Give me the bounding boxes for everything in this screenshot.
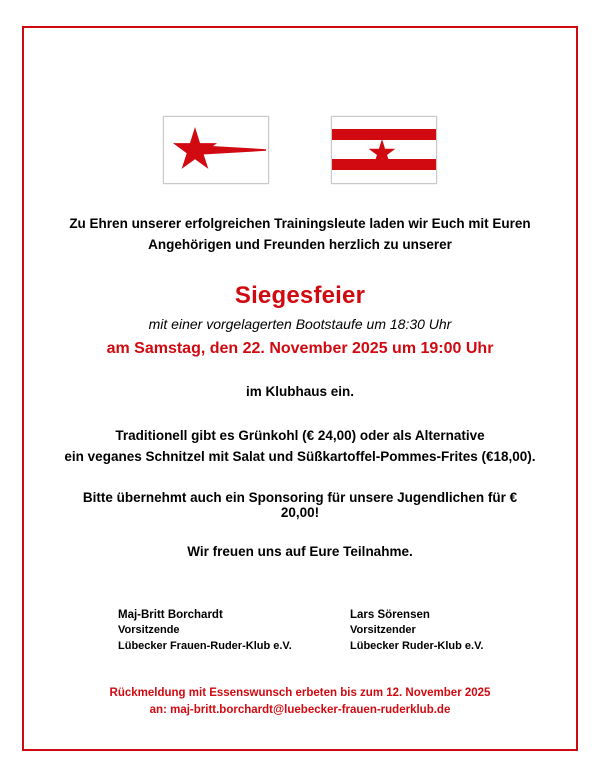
menu-line-1: Traditionell gibt es Grünkohl (€ 24,00) oder als Alternative (115, 427, 485, 443)
signer-club: Lübecker Frauen-Ruder-Klub e.V. (118, 639, 292, 652)
invitation-content (28, 30, 572, 741)
closing-note: Wir freuen uns auf Eure Teilnahme. (187, 544, 413, 560)
signer-name: Maj-Britt Borchardt (118, 609, 223, 622)
subtitle: mit einer vorgelagerten Bootstaufe um 18:30 Uhr (148, 315, 452, 332)
signature-block-left (118, 607, 298, 655)
signer-name: Lars Sörensen (350, 609, 430, 622)
menu-paragraph (62, 425, 538, 468)
rsvp-note (62, 685, 538, 720)
rsvp-line-2[interactable]: an: maj-britt.borchardt@luebecker-frauen-ruderklub.de (149, 703, 451, 716)
event-venue: im Klubhaus ein. (245, 383, 354, 399)
rsvp-line-1: Rückmeldung mit Essenswunsch erbeten bis zum 12. November 2025 (109, 686, 491, 699)
red-bands-flag-icon (331, 116, 437, 184)
signature-block-right (350, 607, 530, 655)
intro-line-1: Zu Ehren unserer erfolgreichen Trainingsleute laden wir Euch mit Euren (69, 216, 531, 231)
intro-paragraph (62, 214, 538, 256)
page-title: Siegesfeier (234, 281, 366, 309)
red-tail-shape (194, 145, 266, 155)
event-dateline: am Samstag, den 22. November 2025 um 19:00 Uhr (106, 339, 494, 357)
signer-role: Vorsitzende (118, 624, 180, 637)
red-band-top-shape (332, 129, 436, 140)
red-band-bottom-shape (332, 159, 436, 170)
sponsoring-note: Bitte übernehmt auch ein Sponsoring für unsere Jugendlichen für € 20,00! (82, 490, 518, 521)
menu-line-2: ein veganes Schnitzel mit Salat und Süßkartoffel-Pommes-Frites (€18,00). (64, 449, 536, 465)
signer-club: Lübecker Ruder-Klub e.V. (350, 639, 484, 652)
star-tail-flag-icon (163, 116, 269, 184)
signature-row (118, 607, 538, 655)
intro-line-2: Angehörigen und Freunden herzlich zu unserer (148, 236, 452, 252)
flag-row (62, 116, 538, 184)
signer-role: Vorsitzender (350, 624, 416, 637)
